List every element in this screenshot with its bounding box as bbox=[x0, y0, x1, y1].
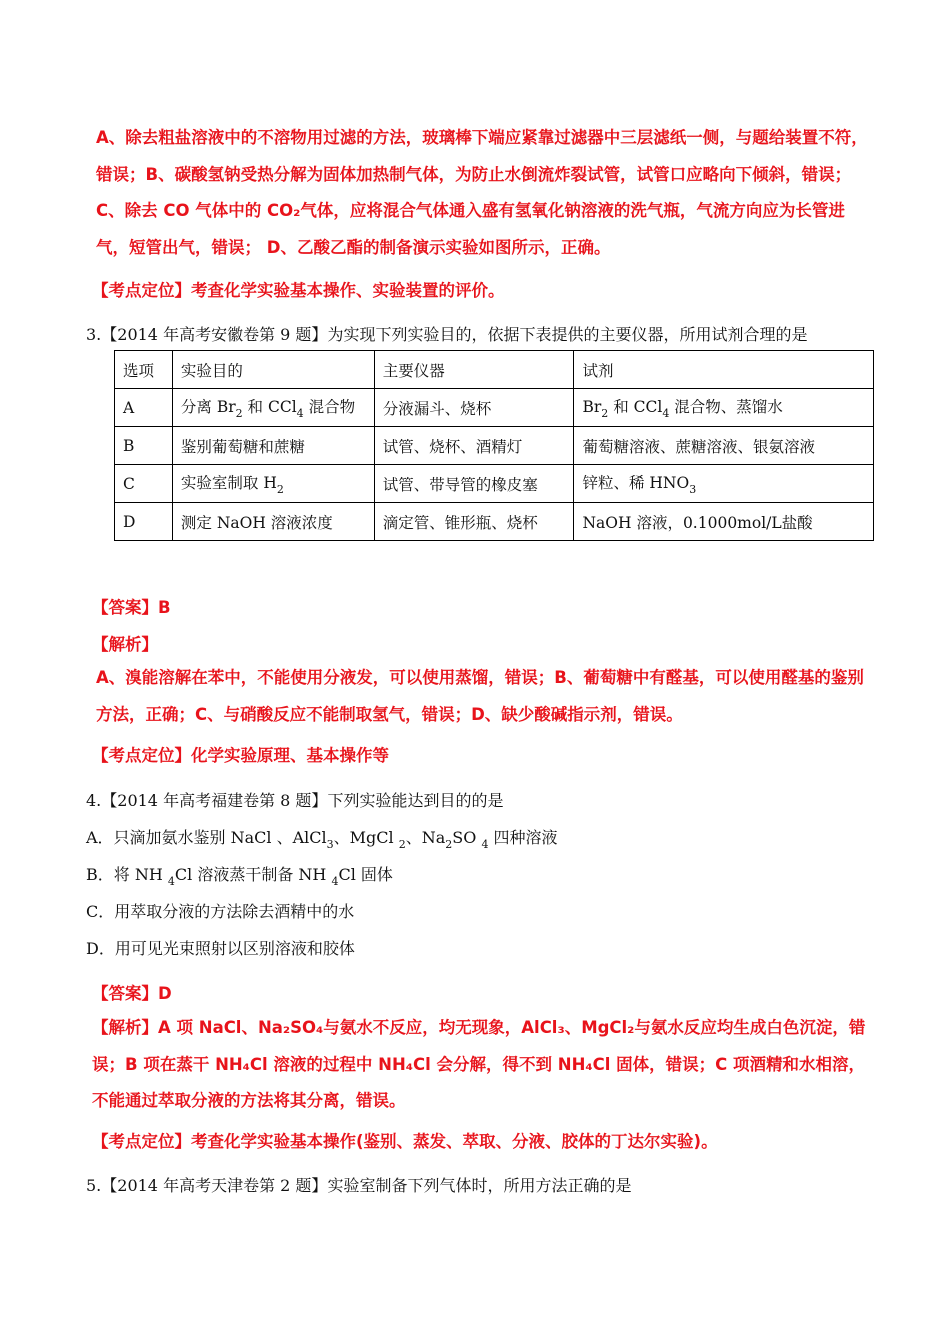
q4-topic-location: 【考点定位】考查化学实验基本操作(鉴别、蒸发、萃取、分液、胶体的丁达尔实验)。 bbox=[92, 1132, 718, 1151]
purpose-cell: 鉴别葡萄糖和蔗糖 bbox=[172, 427, 374, 465]
q3-topic-location: 【考点定位】化学实验原理、基本操作等 bbox=[92, 746, 389, 765]
option-label: C bbox=[115, 465, 173, 503]
purpose-cell: 分离 $Br_2$ 和 CCl$_4$ 混合物 bbox=[172, 389, 374, 427]
instrument-cell: 分液漏斗、烧杯 bbox=[374, 389, 574, 427]
header-purpose: 实验目的 bbox=[172, 351, 374, 389]
q4-stem bbox=[86, 788, 503, 811]
table-row bbox=[115, 427, 874, 465]
q5-source: 【2014 年高考天津卷第 2 题】 bbox=[101, 1176, 328, 1195]
q3-analysis-label: 【解析】 bbox=[92, 635, 158, 654]
q4-option-c: C．用萃取分液的方法除去酒精中的水 bbox=[86, 902, 355, 921]
q2-topic-location: 【考点定位】考查化学实验基本操作、实验装置的评价。 bbox=[92, 281, 505, 300]
q4-number: 4. bbox=[86, 791, 102, 810]
instrument-cell: 滴定管、锥形瓶、烧杯 bbox=[374, 503, 574, 541]
q3-stem bbox=[86, 322, 807, 345]
q3-question: 为实现下列实验目的，依据下表提供的主要仪器，所用试剂合理的是 bbox=[327, 325, 808, 344]
header-option: 选项 bbox=[115, 351, 173, 389]
q4-option-a: A．只滴加氨水鉴别 NaCl 、AlCl$_3$、MgCl $_2$、$Na_2SO$ $_4$ 四种溶液 bbox=[86, 828, 558, 851]
q5-question: 实验室制备下列气体时，所用方法正确的是 bbox=[327, 1176, 632, 1195]
reagent-cell: $Br_2$ 和 CCl$_4$ 混合物、蒸馏水 bbox=[574, 389, 874, 427]
instrument-cell: 试管、烧杯、酒精灯 bbox=[374, 427, 574, 465]
q4-source: 【2014 年高考福建卷第 8 题】 bbox=[101, 791, 328, 810]
q3-analysis: A、溴能溶解在苯中，不能使用分液发，可以使用蒸馏，错误；B、葡萄糖中有醛基，可以使用醛基的鉴别方法，正确；C、与硝酸反应不能制取氢气，错误；D、缺少酸碱指示剂，错误。 bbox=[96, 668, 864, 724]
option-label: A bbox=[115, 389, 173, 427]
q4-option-d: D．用可见光束照射以区别溶液和胶体 bbox=[86, 939, 355, 958]
header-reagent: 试剂 bbox=[574, 351, 874, 389]
table-row bbox=[115, 389, 874, 427]
q3-options-table bbox=[114, 350, 874, 541]
table-header-row bbox=[115, 351, 874, 389]
purpose-cell: 实验室制取 $H_2$ bbox=[172, 465, 374, 503]
q3-number: 3. bbox=[86, 325, 102, 344]
q4-analysis: 【解析】A 项 NaCl、Na₂SO₄与氨水不反应，均无现象，AlCl₃、MgCl₂与氨水反应均生成白色沉淀，错误；B 项在蒸干 NH₄Cl 溶液的过程中 NH₄Cl 会分解，得不到 NH₄Cl 固体，错误；C 项酒精和水相溶，不能通过萃取分液的方法将其分离，错误。 bbox=[92, 1018, 866, 1110]
q4-answer: 【答案】D bbox=[92, 984, 172, 1003]
q3-answer: 【答案】B bbox=[92, 598, 171, 617]
reagent-cell: NaOH 溶液，0.1000mol/L盐酸 bbox=[574, 503, 874, 541]
q5-number: 5. bbox=[86, 1176, 102, 1195]
reagent-cell: 葡萄糖溶液、蔗糖溶液、银氨溶液 bbox=[574, 427, 874, 465]
reagent-cell: 锌粒、稀 $HNO_3$ bbox=[574, 465, 874, 503]
q4-question: 下列实验能达到目的的是 bbox=[327, 791, 504, 810]
q5-stem bbox=[86, 1173, 631, 1196]
q4-option-b: B．将 NH $_4$Cl 溶液蒸干制备 NH $_4$Cl 固体 bbox=[86, 865, 393, 888]
q3-source: 【2014 年高考安徽卷第 9 题】 bbox=[101, 325, 328, 344]
option-label: D bbox=[115, 503, 173, 541]
table-row bbox=[115, 465, 874, 503]
header-instrument: 主要仪器 bbox=[374, 351, 574, 389]
instrument-cell: 试管、带导管的橡皮塞 bbox=[374, 465, 574, 503]
table-row bbox=[115, 503, 874, 541]
q2-analysis: A、除去粗盐溶液中的不溶物用过滤的方法，玻璃棒下端应紧靠过滤器中三层滤纸一侧，与题给装置不符，错误；B、碳酸氢钠受热分解为固体加热制气体，为防止水倒流炸裂试管，试管口应略向下倾斜，错误；C、除去 CO 气体中的 CO₂气体，应将混合气体通入盛有氢氧化钠溶液的洗气瓶，气流方向应为长管进气，短管出气，错误； D、乙酸乙酯的制备演示实验如图所示，正确。 bbox=[96, 128, 868, 257]
purpose-cell: 测定 NaOH 溶液浓度 bbox=[172, 503, 374, 541]
option-label: B bbox=[115, 427, 173, 465]
